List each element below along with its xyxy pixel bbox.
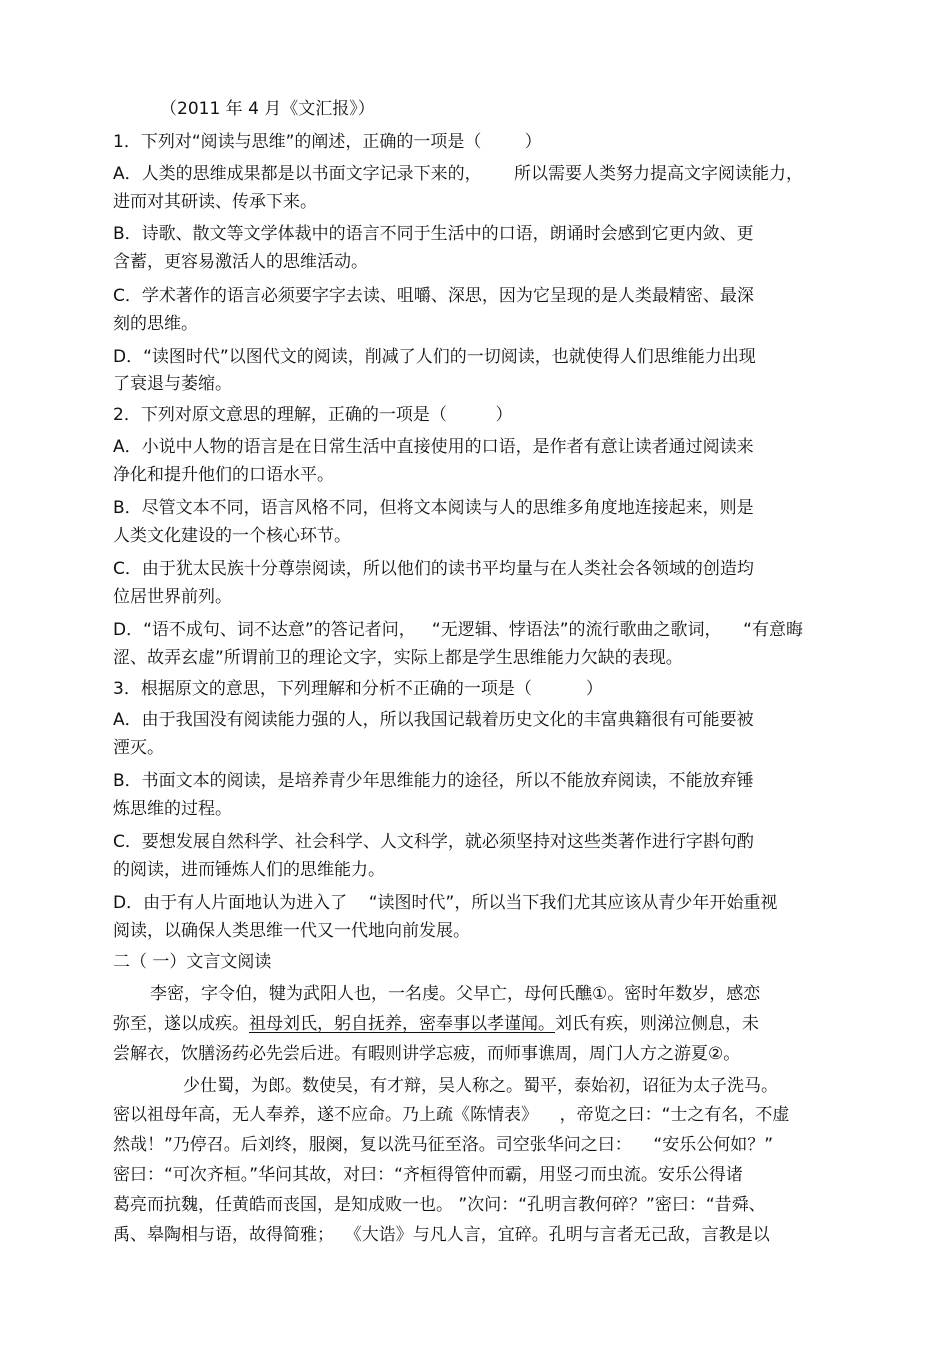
q3-option-b-line1: B．书面文本的阅读，是培养青少年思维能力的途径，所以不能放弃阅读，不能放弃锤	[113, 771, 754, 791]
q2-option-b-line2: 人类文化建设的一个核心环节。	[113, 526, 351, 546]
q2-option-c-line1: C．由于犹太民族十分尊崇阅读，所以他们的读书平均量与在人类社会各领域的创造均	[113, 559, 754, 579]
question-1-stem: 1．下列对“阅读与思维”的阐述，正确的一项是（ ）	[113, 132, 542, 152]
q2-option-b-line1: B．尽管文本不同，语言风格不同，但将文本阅读与人的思维多角度地连接起来，则是	[113, 498, 754, 518]
q1-option-d-line1: D．“读图时代”以图代文的阅读，削减了人们的一切阅读，也就使得人们思维能力出现	[113, 347, 756, 367]
passage-p1-line2-end: 刘氏有疾，则涕泣侧息，未	[555, 1014, 759, 1034]
passage-p1-line2	[113, 1013, 759, 1035]
passage-p2-line6: 禹、皋陶相与语，故得简雅； 《大诰》与凡人言，宜碎。孔明与言者无己敌，言教是以	[113, 1225, 770, 1245]
q2-option-c-line2: 位居世界前列。	[113, 587, 232, 607]
q1-option-c-line1: C．学术著作的语言必须要字字去读、咀嚼、深思，因为它呈现的是人类最精密、最深	[113, 286, 754, 306]
q2-option-d-line1: D．“语不成句、词不达意”的答记者问， “无逻辑、悖语法”的流行歌曲之歌词， “有意晦	[113, 620, 803, 640]
passage-underlined-sentence: 祖母刘氏，躬自抚养，密奉事以孝谨闻。	[249, 1014, 555, 1034]
q3-option-b-line2: 炼思维的过程。	[113, 799, 232, 819]
q1-option-b-line1: B．诗歌、散文等文学体裁中的语言不同于生活中的口语，朗诵时会感到它更内敛、更	[113, 224, 754, 244]
passage-p2-line5: 葛亮而抗魏，任黄皓而丧国，是知成败一也。 ”次问：“孔明言教何碎？”密曰：“昔舜、	[113, 1195, 766, 1215]
q3-option-c-line2: 的阅读，进而锤炼人们的思维能力。	[113, 860, 385, 880]
q1-option-a-line2: 进而对其研读、传承下来。	[113, 192, 317, 212]
passage-p2-line4: 密曰：“可次齐桓。”华问其故，对曰：“齐桓得管仲而霸，用竖刁而虫流。安乐公得诸	[113, 1165, 743, 1185]
q3-option-a-line2: 湮灭。	[113, 738, 164, 758]
q2-option-a-line2: 净化和提升他们的口语水平。	[113, 465, 334, 485]
q1-option-d-line2: 了衰退与萎缩。	[113, 374, 232, 394]
passage-p1-line2-start: 弥至，遂以成疾。	[113, 1014, 249, 1034]
q3-option-c-line1: C．要想发展自然科学、社会科学、人文科学，就必须坚持对这些类著作进行字斟句酌	[113, 832, 754, 852]
question-3-stem: 3．根据原文的意思，下列理解和分析不正确的一项是（ ）	[113, 679, 603, 699]
passage-p2-line1: 少仕蜀，为郎。数使吴，有才辩，吴人称之。蜀平，泰始初，诏征为太子洗马。	[183, 1076, 778, 1096]
q3-option-a-line1: A．由于我国没有阅读能力强的人，所以我国记载着历史文化的丰富典籍很有可能要被	[113, 710, 754, 730]
q1-option-c-line2: 刻的思维。	[113, 314, 198, 334]
q3-option-d-line1: D．由于有人片面地认为进入了 “读图时代”，所以当下我们尤其应该从青少年开始重视	[113, 893, 778, 913]
source-line: （2011 年 4 月《文汇报》）	[160, 99, 375, 119]
q2-option-a-line1: A．小说中人物的语言是在日常生活中直接使用的口语，是作者有意让读者通过阅读来	[113, 437, 754, 457]
passage-p2-line2: 密以祖母年高，无人奉养，遂不应命。乃上疏《陈情表》 ，帝览之曰：“士之有名，不虚	[113, 1105, 790, 1125]
question-2-stem: 2．下列对原文意思的理解，正确的一项是（ ）	[113, 405, 513, 425]
passage-p2-line3: 然哉！”乃停召。后刘终，服阕，复以洗马征至洛。司空张华问之曰： “安乐公何如？”	[113, 1135, 774, 1155]
passage-p1-line3: 尝解衣，饮膳汤药必先尝后进。有暇则讲学忘疲，而师事谯周，周门人方之游夏②。	[113, 1044, 741, 1064]
q1-option-a-line1: A．人类的思维成果都是以书面文字记录下来的， 所以需要人类努力提高文字阅读能力，	[113, 164, 804, 184]
q2-option-d-line2: 涩、故弄玄虚”所谓前卫的理论文字，实际上都是学生思维能力欠缺的表现。	[113, 648, 683, 668]
passage-p1-line1: 李密，字令伯，犍为武阳人也，一名虔。父早亡，母何氏醮①。密时年数岁，感恋	[150, 984, 761, 1004]
section-2-title: 二（ 一）文言文阅读	[113, 952, 272, 972]
q3-option-d-line2: 阅读，以确保人类思维一代又一代地向前发展。	[113, 921, 470, 941]
q1-option-b-line2: 含蓄，更容易激活人的思维活动。	[113, 252, 368, 272]
